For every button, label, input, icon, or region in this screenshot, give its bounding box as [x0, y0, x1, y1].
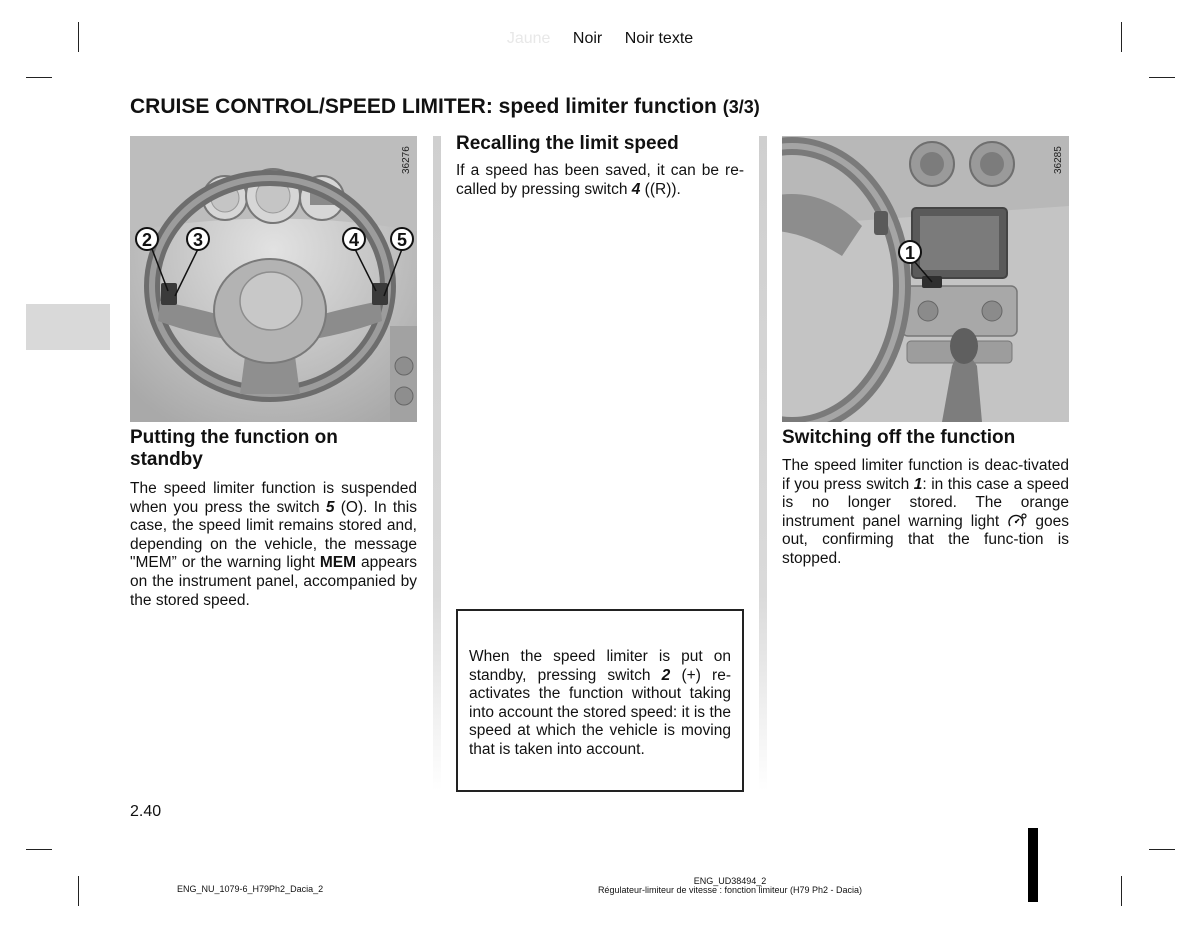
text-run: When the speed limiter is put on standby, pressing switch — [469, 648, 731, 684]
crop-mark — [1149, 77, 1175, 78]
switch-number: 2 — [661, 666, 671, 684]
color-label-yellow: Jaune — [506, 30, 551, 47]
crop-mark — [26, 849, 52, 850]
page-number: 2.40 — [130, 803, 162, 820]
chapter-tab — [26, 304, 110, 350]
standby-paragraph — [130, 480, 417, 610]
page-edge-marker — [1028, 828, 1038, 902]
callout-5 — [391, 228, 413, 250]
speed-limiter-warning-icon — [1007, 513, 1027, 529]
color-label-black-text: Noir texte — [624, 30, 694, 47]
figure-reference-number: 36285 — [1053, 146, 1064, 174]
callout-label: 2 — [141, 230, 153, 250]
color-label-black: Noir — [572, 30, 603, 47]
text-run: appears on the instrument panel, accompanied by the stored speed. — [130, 554, 418, 609]
figure-reference-number: 36276 — [401, 146, 412, 174]
footer-center-description: Régulateur-limiteur de vitesse : fonction limiteur (H79 Ph2 - Dacia) — [597, 885, 863, 895]
text-run: The speed limiter function is suspended when you press the switch — [130, 480, 417, 516]
dashboard-console-illustration — [782, 136, 1069, 422]
footer-left-code: ENG_NU_1079-6_H79Ph2_Dacia_2 — [177, 884, 324, 894]
note-paragraph — [469, 648, 731, 760]
crop-mark — [26, 77, 52, 78]
print-color-header — [0, 30, 1200, 48]
page-title — [130, 95, 760, 119]
page-title-main: CRUISE CONTROL/SPEED LIMITER: speed limiter function — [130, 95, 717, 118]
page-title-part: (3/3) — [722, 97, 760, 117]
mem-warning-label: MEM — [319, 554, 356, 572]
callout-label: 5 — [396, 230, 408, 250]
text-run: The speed limiter function is deac-tivated if you press switch — [782, 457, 1069, 493]
text-run: (O). In this case, the speed limit remains stored and, depending on the vehicle, the message "MEM” or the warning light — [130, 498, 417, 572]
switch-off-paragraph — [782, 457, 1069, 569]
column-separator — [759, 136, 767, 791]
text-run: goes out, confirming that the func-tion is stopped. — [782, 512, 1069, 567]
switch-number: 1 — [913, 475, 923, 493]
text-run: If a speed has been saved, it can be re-called by pressing switch — [456, 162, 744, 198]
callout-label: 3 — [192, 230, 204, 250]
crop-mark — [1121, 876, 1122, 906]
switch-number: 4 — [631, 180, 641, 198]
column-separator — [433, 136, 441, 791]
footer-center-code: ENG_UD38494_2 — [693, 876, 767, 886]
section-heading-standby: Putting the function on standby — [130, 427, 338, 470]
section-heading-switch-off: Switching off the function — [782, 427, 1016, 448]
note-box — [456, 609, 744, 792]
text-run: : in this case a speed is no longer stored. The orange instrument panel warning light — [782, 475, 1069, 530]
crop-mark — [1149, 849, 1175, 850]
callout-2 — [136, 228, 158, 250]
callout-1 — [899, 241, 921, 263]
section-heading-recall: Recalling the limit speed — [456, 133, 679, 154]
callout-label: 4 — [348, 230, 360, 250]
callout-4 — [343, 228, 365, 250]
text-run: ((R)). — [640, 180, 681, 198]
steering-wheel-illustration — [130, 136, 417, 422]
recall-paragraph — [456, 162, 744, 199]
text-run: (+) re-activates the function without taking into account the stored speed: it is the speed at which the vehicle is moving that is taken into account. — [469, 666, 731, 758]
callout-label: 1 — [904, 243, 916, 263]
callout-3 — [187, 228, 209, 250]
switch-number: 5 — [325, 498, 335, 516]
crop-mark — [78, 876, 79, 906]
